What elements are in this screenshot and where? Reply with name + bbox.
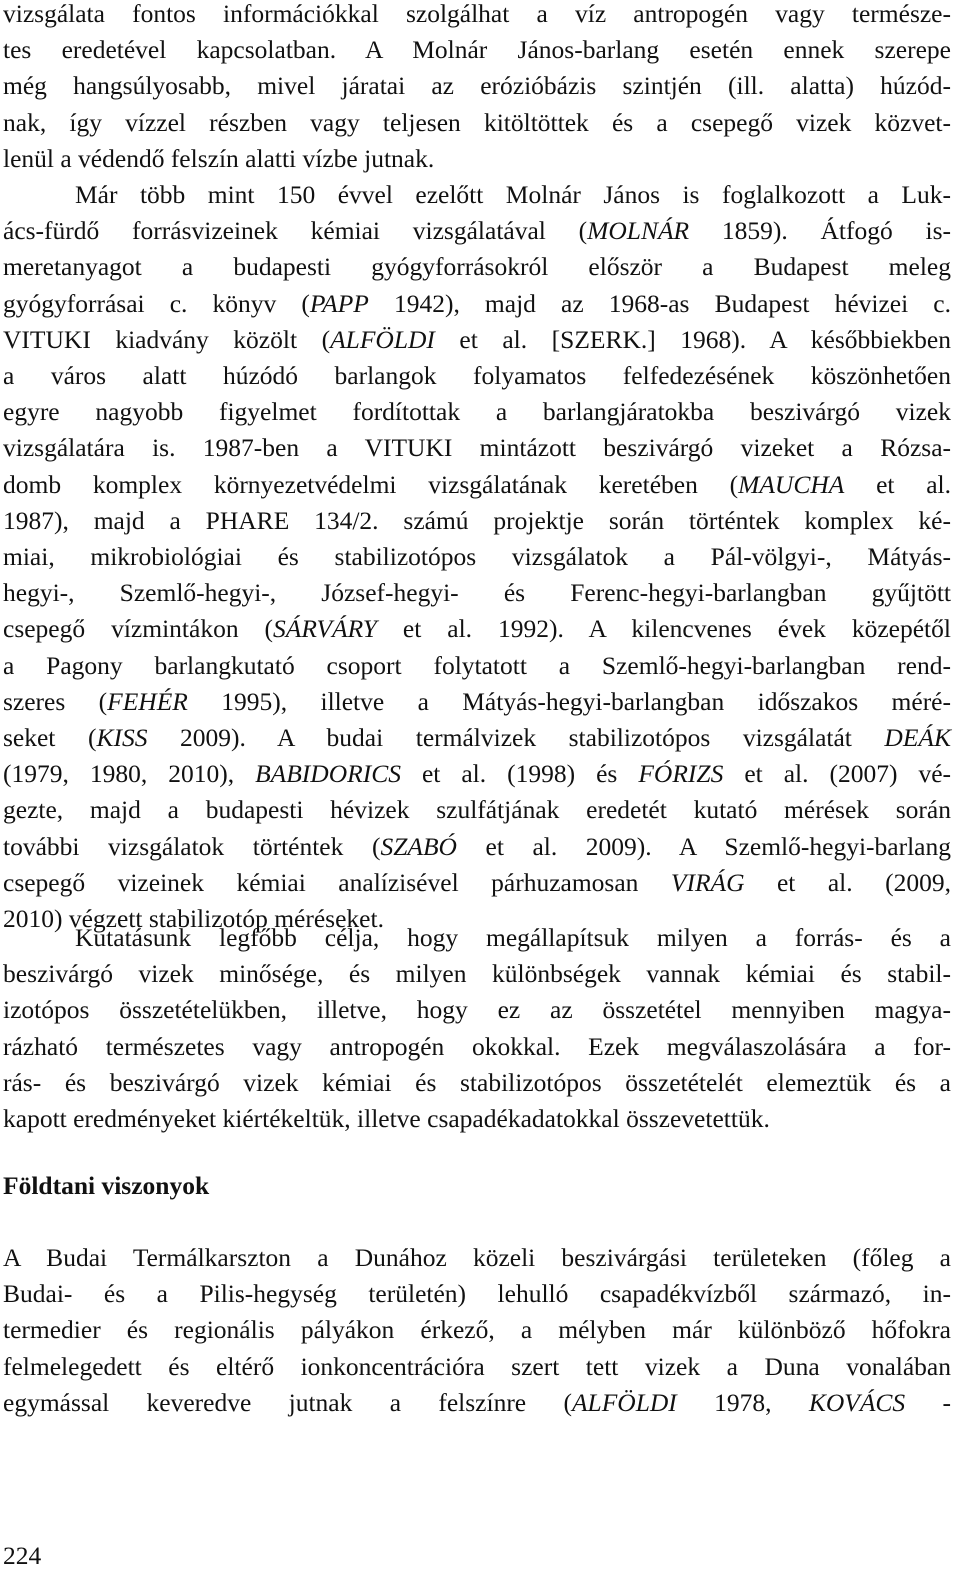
- text-line: [3, 396, 951, 428]
- citation-author: FÓRIZS: [638, 759, 724, 789]
- text-line: [3, 867, 951, 899]
- text-run: 1942), majd az 1968-as Budapest hévizei c.: [368, 288, 951, 318]
- text-line: [3, 686, 951, 718]
- text-run: 1859). Átfogó is-: [689, 216, 951, 246]
- text-run: csepegő vízmintákon (: [3, 614, 274, 644]
- text-run: szeres (: [3, 686, 108, 716]
- text-line: még hangsúlyosabb, mivel járatai az erózióbázis szintjén (ill. alatta) húzód-: [3, 71, 951, 101]
- text-run: miai, mikrobiológiai és stabilizotópos vizsgálatok a Pál-völgyi-, Mátyás-: [3, 542, 951, 571]
- text-line: [3, 215, 951, 247]
- text-run: seket (: [3, 723, 97, 752]
- text-line: [3, 1387, 951, 1419]
- text-line: [3, 831, 951, 863]
- text-run: et al. (2009,: [744, 867, 951, 897]
- text-run: 1995), illetve a Mátyás-hegyi-barlangban időszakos méré-: [187, 686, 951, 716]
- text-line: tes eredetével kapcsolatban. A Molnár János-barlang esetén ennek szerepe: [3, 35, 951, 65]
- text-line: [3, 469, 951, 501]
- text-line: vizsgálata fontos információkkal szolgálhat a víz antropogén vagy természe-: [3, 0, 951, 28]
- text-line: kapott eredményeket kiértékeltük, illetve csapadékadatokkal összevetettük.: [3, 1104, 770, 1133]
- text-line: [3, 794, 951, 826]
- text-run: 2009). A budai termálvizek stabilizotópos vizsgálatát: [147, 723, 885, 752]
- text-run: gyógyforrásai c. könyv (: [3, 288, 310, 318]
- text-run: -: [905, 1387, 951, 1417]
- text-run: Már több mint 150 évvel ezelőtt Molnár János is foglalkozott a Luk-: [75, 180, 951, 209]
- citation-author: PAPP: [309, 288, 369, 318]
- text-run: termedier és regionális pályákon érkező, a mélyben már különböző hőfokra: [3, 1315, 951, 1345]
- text-line: [3, 1278, 951, 1310]
- citation-author: MOLNÁR: [587, 216, 690, 246]
- text-run: domb komplex környezetvédelmi vizsgálatának keretében (: [3, 469, 739, 499]
- text-line: [3, 1242, 951, 1274]
- citation-author: KISS: [96, 723, 148, 752]
- text-line: [3, 505, 951, 537]
- text-run: a város alatt húzódó barlangok folyamatos felfedezésének köszönhetően: [3, 361, 951, 390]
- text-run: A Budai Termálkarszton a Dunához közeli beszivárgási területeken (főleg a: [3, 1243, 951, 1272]
- text-run: et al. (1998) és: [400, 759, 639, 789]
- text-run: egyre nagyobb figyelmet fordítottak a barlangjáratokba beszivárgó vizek: [3, 397, 951, 427]
- text-run: meretanyagot a budapesti gyógyforrásokról először a Budapest meleg: [3, 252, 951, 282]
- text-run: et al. [SZERK.] 1968). A későbbiekben: [434, 324, 951, 354]
- text-run: egymással keveredve jutnak a felszínre (: [3, 1387, 572, 1417]
- text-line: [3, 1314, 951, 1346]
- text-line: rás- és beszivárgó vizek kémiai és stabilizotópos összetételét elemeztük és a: [3, 1067, 951, 1097]
- text-run: felmelegedett és eltérő ionkoncentrációra szert tett vizek a Duna vonalában: [3, 1351, 951, 1381]
- text-line: beszivárgó vizek minősége, és milyen különbségek vannak kémiai és stabil-: [3, 959, 951, 989]
- text-run: et al. 2009). A Szemlő-hegyi-barlang: [456, 831, 951, 861]
- citation-author: ALFÖLDI: [571, 1387, 677, 1417]
- text-line: [3, 288, 951, 320]
- section-heading: Földtani viszonyok: [3, 1171, 210, 1200]
- text-run: a Pagony barlangkutató csoport folytatott a Szemlő-hegyi-barlangban rend-: [3, 650, 951, 680]
- citation-author: BABIDORICS: [255, 759, 401, 789]
- citation-author: MAUCHA: [738, 469, 845, 499]
- text-line: [3, 324, 951, 356]
- text-line: [3, 758, 951, 790]
- text-line: lenül a védendő felszín alatti vízbe jutnak.: [3, 143, 435, 173]
- text-run: Budai- és a Pilis-hegység területén) lehulló csapadékvízből származó, in-: [3, 1279, 951, 1309]
- text-run: további vizsgálatok történtek (: [3, 831, 381, 861]
- text-line: izotópos összetételükben, illetve, hogy ez az összetétel mennyiben magya-: [3, 995, 951, 1025]
- citation-author: SZABÓ: [380, 831, 457, 861]
- text-run: et al. (2007) vé-: [723, 759, 952, 789]
- text-line: rázható természetes vagy antropogén okokkal. Ezek megválaszolására a for-: [3, 1031, 951, 1061]
- text-run: et al. 1992). A kilencvenes évek közepétől: [376, 614, 951, 644]
- text-line: nak, így vízzel részben vagy teljesen kitöltöttek és a csepegő vizek közvet-: [3, 107, 951, 137]
- text-line: [3, 650, 951, 682]
- text-run: VITUKI kiadvány közölt (: [3, 324, 331, 354]
- citation-author: FEHÉR: [107, 686, 188, 716]
- text-line: [3, 577, 951, 609]
- citation-author: KOVÁCS: [808, 1387, 906, 1417]
- citation-author: SÁRVÁRY: [273, 614, 377, 644]
- text-run: gezte, majd a budapesti hévizek szulfátjának eredetét kutató mérések során: [3, 795, 951, 825]
- text-line: [3, 432, 951, 464]
- text-run: 1987), majd a PHARE 134/2. számú projektje során történtek komplex ké-: [3, 505, 951, 535]
- text-line: [3, 1351, 951, 1383]
- text-line: Kutatásunk legfőbb célja, hogy megállapítsuk milyen a forrás- és a: [75, 923, 951, 952]
- text-run: 2010) végzett stabilizotóp méréseket.: [3, 904, 384, 933]
- text-line: [3, 360, 951, 392]
- page-number: 224: [3, 1541, 42, 1570]
- text-line: [3, 251, 951, 283]
- text-run: ács-fürdő forrásvizeinek kémiai vizsgálatával (: [3, 216, 588, 246]
- text-line: [3, 613, 951, 645]
- citation-author: ALFÖLDI: [330, 324, 435, 354]
- text-run: hegyi-, Szemlő-hegyi-, József-hegyi- és Ferenc-hegyi-barlangban gyűjtött: [3, 578, 951, 608]
- text-run: (1979, 1980, 2010),: [3, 759, 256, 789]
- text-line: [3, 722, 951, 754]
- citation-author: DEÁK: [884, 723, 951, 752]
- text-run: vizsgálatára is. 1987-ben a VITUKI mintázott beszivárgó vizeket a Rózsa-: [3, 433, 951, 463]
- text-run: et al.: [844, 469, 951, 499]
- citation-author: VIRÁG: [670, 867, 745, 897]
- text-line: [75, 179, 951, 211]
- text-run: 1978,: [676, 1387, 809, 1417]
- text-line: [3, 541, 951, 573]
- text-run: csepegő vizeinek kémiai analízisével párhuzamosan: [3, 867, 671, 897]
